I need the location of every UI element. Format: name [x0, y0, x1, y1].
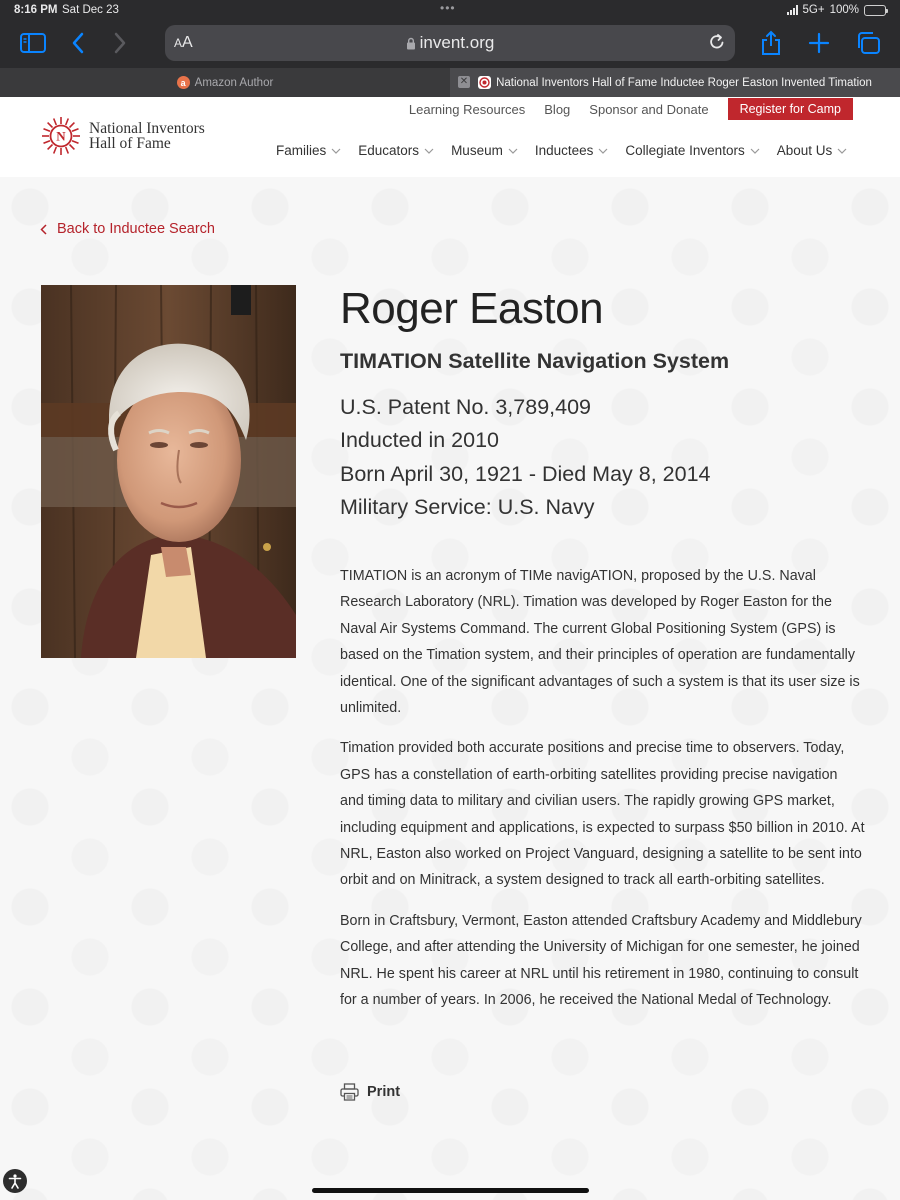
nihf-favicon-icon	[478, 76, 491, 89]
amazon-favicon-icon: a	[177, 76, 190, 89]
chevron-down-icon	[750, 148, 760, 154]
main-nav	[276, 143, 864, 158]
birth-death-dates: Born April 30, 1921 - Died May 8, 2014	[340, 461, 711, 486]
inductee-facts	[340, 391, 711, 524]
back-icon[interactable]	[62, 28, 94, 58]
chevron-left-icon	[40, 224, 47, 235]
nav-label: About Us	[776, 143, 833, 158]
chevron-down-icon	[837, 148, 847, 154]
nav-label: Educators	[358, 143, 420, 158]
nav-families[interactable]	[276, 143, 341, 158]
inductee-portrait	[41, 285, 296, 658]
bio-paragraph: Timation provided both accurate positions and precise time to observers. Today, GPS has a constellation of earth-orbiting satellites providing precise navigation and timing data to military and civilian users. The rapidly growing GPS market, including equipment and applications, is expected to surpass $50 billion in 2010. At NRL, Easton also worked on Project Vanguard, designing a satellite to be sent into orbit and on Minitrack, a system designed to track all earth-orbiting satellites.	[340, 740, 865, 889]
sponsor-donate-link[interactable]: Sponsor and Donate	[589, 101, 709, 117]
url-text: invent.org	[419, 33, 495, 52]
tab-amazon-author[interactable]	[0, 68, 450, 97]
back-to-inductee-search-link[interactable]	[40, 221, 215, 237]
nav-label: Inductees	[534, 143, 594, 158]
invention-title: TIMATION Satellite Navigation System	[340, 349, 730, 373]
nav-label: Museum	[451, 143, 503, 158]
logo-line-1: National Inventors	[89, 120, 205, 137]
nav-inductees[interactable]	[535, 143, 609, 158]
lock-icon	[406, 37, 416, 50]
signal-icon	[787, 5, 798, 15]
nav-collegiate-inventors[interactable]	[625, 143, 759, 158]
forward-icon[interactable]	[104, 28, 136, 58]
safari-toolbar	[0, 22, 900, 68]
browser-chrome	[0, 0, 900, 68]
nav-museum[interactable]	[451, 143, 518, 158]
url-display[interactable]	[165, 33, 735, 53]
battery-label: 100%	[829, 4, 859, 16]
tab-title: National Inventors Hall of Fame Inductee Roger Easton Invented Timation	[496, 76, 872, 89]
sidebar-icon[interactable]	[17, 28, 49, 58]
status-time: 8:16 PM	[14, 4, 58, 16]
nihf-logo-icon	[41, 116, 81, 156]
tab-title: Amazon Author	[194, 76, 274, 89]
utility-nav	[409, 97, 900, 121]
tab-nihf-inductee[interactable]	[450, 68, 900, 97]
register-for-camp-button[interactable]: Register for Camp	[728, 98, 853, 120]
status-date: Sat Dec 23	[62, 4, 119, 16]
chevron-down-icon	[598, 148, 608, 154]
bio-paragraph: Born in Craftsbury, Vermont, Easton attended Craftsbury Academy and Middlebury College, and after attending the University of Michigan for one semester, he joined NRL. He spent his career at NRL until his retirement in 1980, continuing to consult for a number of years. In 2006, he received the National Medal of Technology.	[340, 912, 862, 1009]
battery-icon	[864, 5, 886, 16]
site-header	[0, 97, 900, 177]
chevron-down-icon	[331, 148, 341, 154]
bio-paragraph: TIMATION is an acronym of TIMe navigATION, proposed by the U.S. Naval Research Laboratory (NRL). Timation was developed by Roger Easton for the Naval Air Systems Command. The current Global Positioning System (GPS) is based on the Timation system, and their principles of operation are fundamentally identical. One of the significant advantages of such a system is that its user size is unlimited.	[340, 568, 860, 717]
learning-resources-link[interactable]: Learning Resources	[408, 101, 526, 117]
reader-options-button[interactable]: AA	[174, 34, 193, 51]
close-tab-icon[interactable]: ✕	[459, 76, 469, 87]
home-indicator[interactable]	[312, 1188, 589, 1193]
nav-label: Families	[276, 143, 327, 158]
patent-number: U.S. Patent No. 3,789,409	[340, 395, 591, 419]
printer-icon	[340, 1083, 359, 1101]
military-service: Military Service: U.S. Navy	[340, 494, 595, 519]
share-icon[interactable]	[755, 28, 787, 58]
back-link-label: Back to Inductee Search	[57, 221, 215, 237]
status-indicators	[787, 4, 886, 16]
status-bar	[0, 0, 900, 22]
nav-label: Collegiate Inventors	[625, 143, 745, 158]
inductee-name: Roger Easton	[340, 284, 604, 333]
chevron-down-icon	[508, 148, 518, 154]
print-label: Print	[367, 1084, 401, 1100]
print-button[interactable]	[340, 1083, 400, 1101]
inductee-biography	[340, 563, 865, 1028]
multitasking-dots-icon[interactable]: •••	[440, 1, 456, 15]
new-tab-icon[interactable]	[803, 28, 835, 58]
svg-text:N: N	[56, 128, 66, 144]
induction-year: Inducted in 2010	[340, 428, 499, 453]
logo-wordmark	[89, 121, 205, 151]
chevron-down-icon	[424, 148, 434, 154]
inductee-content	[0, 177, 900, 1200]
nav-educators[interactable]	[358, 143, 434, 158]
address-bar[interactable]	[165, 25, 735, 61]
portrait-image	[41, 285, 296, 658]
nav-about-us[interactable]	[777, 143, 848, 158]
tab-bar	[0, 68, 900, 97]
logo-line-2: Hall of Fame	[89, 135, 171, 152]
tab-overview-icon[interactable]	[852, 28, 884, 58]
reload-icon[interactable]	[707, 32, 727, 52]
blog-link[interactable]: Blog	[544, 101, 571, 117]
accessibility-icon[interactable]	[3, 1169, 27, 1193]
network-label: 5G+	[802, 4, 825, 16]
nihf-logo[interactable]	[41, 116, 205, 156]
